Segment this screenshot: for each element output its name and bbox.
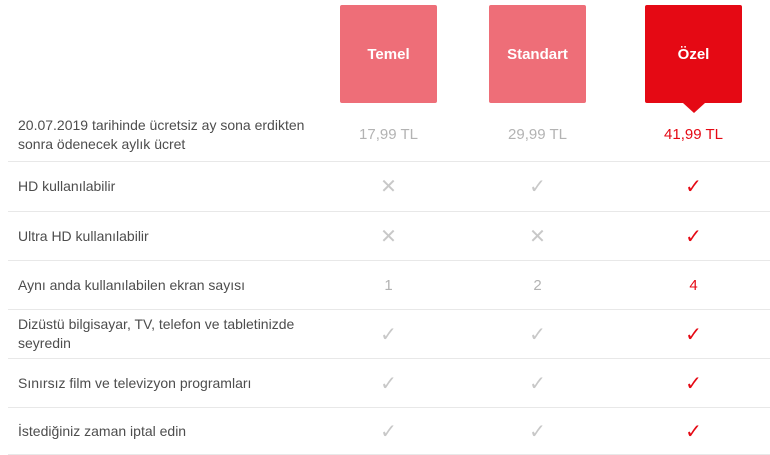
check-icon: ✓: [380, 420, 397, 443]
row-label: Aynı anda kullanılabilen ekran sayısı: [18, 276, 245, 293]
plan-name-standart: Standart: [507, 45, 568, 63]
table-row-unlimited: [8, 359, 770, 408]
plan-name-temel: Temel: [367, 45, 410, 63]
check-icon: ✓: [529, 323, 546, 346]
screens-temel: 1: [384, 276, 393, 294]
plan-header-row: [8, 0, 770, 108]
check-icon: ✓: [685, 372, 702, 395]
check-icon: ✓: [529, 420, 546, 443]
table-row-devices: [8, 310, 770, 359]
row-label: Sınırsız film ve televizyon programları: [18, 374, 252, 391]
check-icon: ✓: [685, 323, 702, 346]
screens-ozel: 4: [689, 276, 698, 294]
table-row-price: [8, 108, 770, 162]
price-temel: 17,99 TL: [359, 126, 418, 143]
plan-column-temel: [340, 5, 437, 103]
selected-plan-pointer-icon: [683, 103, 705, 113]
plan-box-ozel-selected[interactable]: [645, 5, 742, 103]
plan-name-ozel: Özel: [677, 45, 710, 63]
row-label: HD kullanılabilir: [18, 178, 116, 194]
plan-box-standart[interactable]: [489, 5, 586, 103]
price-ozel: 41,99 TL: [664, 126, 723, 143]
check-icon: ✓: [529, 372, 546, 395]
table-row-screens: [8, 261, 770, 310]
check-icon: ✓: [380, 372, 397, 395]
cross-icon: ✕: [380, 176, 397, 198]
table-row-cancel: [8, 408, 770, 455]
price-standart: 29,99 TL: [508, 126, 567, 143]
row-label: İstediğiniz zaman iptal edin: [18, 422, 187, 439]
screens-standart: 2: [533, 276, 542, 294]
cross-icon: ✕: [529, 225, 546, 248]
cross-icon: ✕: [380, 225, 397, 248]
check-icon: ✓: [685, 176, 702, 198]
check-icon: ✓: [529, 176, 546, 198]
plan-box-temel[interactable]: [340, 5, 437, 103]
row-label: 20.07.2019 tarihinde ücretsiz ay sona erdikten sonra ödenecek aylık ücret: [18, 116, 305, 152]
row-label: Ultra HD kullanılabilir: [18, 227, 149, 244]
check-icon: ✓: [380, 323, 397, 346]
check-icon: ✓: [685, 420, 702, 443]
row-label: Dizüstü bilgisayar, TV, telefon ve tabletinizde seyredin: [18, 316, 295, 351]
plan-column-ozel: [645, 5, 742, 103]
table-row-ultra-hd: [8, 212, 770, 261]
plan-column-standart: [489, 5, 586, 103]
check-icon: ✓: [685, 225, 702, 248]
table-row-hd: [8, 162, 770, 212]
